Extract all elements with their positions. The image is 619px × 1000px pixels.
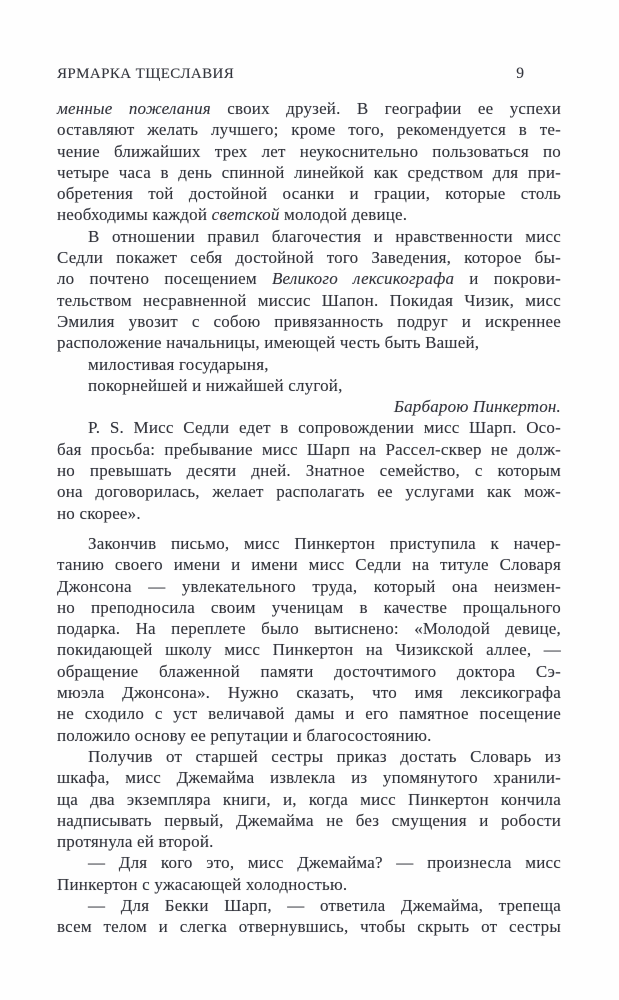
- body-text: покидающей школу мисс Пинкертон на Чизикской аллее, —: [57, 640, 561, 660]
- text-line: [57, 852, 561, 873]
- body-text: шкафа, мисс Джемайма извлекла из упомянутого хранили-: [57, 768, 561, 788]
- text-line: [57, 503, 561, 524]
- body-text: мюэла Джонсона». Нужно сказать, что имя лексикографа: [57, 683, 561, 703]
- body-text: — Для Бекки Шарп, — ответила Джемайма, трепеща: [88, 895, 561, 915]
- italic-text: Великого лексикографа: [271, 269, 455, 289]
- text-line: [57, 141, 561, 162]
- text-line: [57, 831, 561, 852]
- text-line: [57, 290, 561, 311]
- body-text: она договорилась, желает располагать ее услугами как мож-: [57, 482, 561, 502]
- dialogue-line: [57, 895, 561, 938]
- text-line: [57, 789, 561, 810]
- letter-closing: [57, 354, 561, 397]
- text-line: [57, 98, 561, 119]
- text-line: [57, 725, 561, 746]
- text-line: [57, 460, 561, 481]
- body-text: покорнейшей и нижайшей слугой,: [88, 375, 343, 395]
- body-text: всем телом и слегка отвернувшись, чтобы скрыть от сестры: [57, 917, 561, 937]
- body-text: но преподносила своим ученицам в качестве прощального: [57, 597, 561, 617]
- text-line: [57, 639, 561, 660]
- text-line: [57, 311, 561, 332]
- body-text: необходимы каждой: [57, 205, 212, 225]
- body-text: молодой девице.: [279, 205, 408, 225]
- page-number: 9: [516, 65, 524, 82]
- text-line: [57, 874, 561, 895]
- letter-signature: [57, 396, 561, 417]
- body-text: Закончив письмо, мисс Пинкертон приступила к начер-: [88, 533, 561, 553]
- body-text: своих друзей. В географии ее успехи: [210, 99, 561, 118]
- body-text: не сходило с уст величавой дамы и его памятное посещение: [57, 704, 561, 724]
- text-line: [57, 703, 561, 724]
- body-text: Пинкертон с ужасающей холодностью.: [57, 874, 348, 894]
- text-line: [57, 576, 561, 597]
- body-text: бая просьба: пребывание мисс Шарп на Рассел-сквер не долж-: [57, 439, 561, 459]
- paragraph: [57, 746, 561, 852]
- dialogue-line: [57, 852, 561, 895]
- body-text: четыре часа в день спинной линейкой как средством для при-: [57, 162, 561, 182]
- text-line: [57, 183, 561, 204]
- italic-text: менные пожелания: [57, 99, 211, 118]
- body-text: Эмилия увозит с собою привязанность подруг и искреннее: [57, 311, 561, 331]
- text-line: [57, 119, 561, 140]
- text-line: [57, 661, 561, 682]
- body-text: милостивая государыня,: [88, 354, 269, 374]
- postscript: [57, 417, 561, 523]
- text-line: [57, 396, 561, 417]
- text-line: [57, 533, 561, 554]
- body-text: обращение блаженной памяти досточтимого доктора Сэ-: [57, 661, 561, 681]
- text-line: [57, 618, 561, 639]
- body-text: надписывать первый, Джемайма не без смущения и робости: [57, 810, 561, 830]
- body-text: и покрови-: [454, 269, 561, 289]
- body-text: обретения той достойной осанки и грации, которые столь: [57, 184, 561, 204]
- body-text: тельством несравненной миссис Шапон. Покидая Чизик, мисс: [57, 290, 561, 310]
- body-text: ща два экземпляра книги, и, когда мисс Пинкертон кончила: [57, 789, 561, 809]
- text-line: [57, 767, 561, 788]
- body-text: подарка. На переплете было вытиснено: «Молодой девице,: [57, 619, 561, 639]
- body-text: положило основу ее репутации и благосостоянию.: [57, 725, 432, 745]
- body-text: Джонсона — увлекательного труда, который она неизмен-: [57, 576, 561, 596]
- body-text: P. S. Мисс Седли едет в сопровождении мисс Шарп. Осо-: [88, 418, 561, 438]
- text-line: [57, 354, 561, 375]
- body-text: — Для кого это, мисс Джемайма? — произнесла мисс: [88, 853, 561, 873]
- running-header: [57, 66, 561, 82]
- text-line: [57, 375, 561, 396]
- body-text: Получив от старшей сестры приказ достать Словарь из: [88, 746, 561, 766]
- text-line: [57, 682, 561, 703]
- text-line: [57, 417, 561, 438]
- text-line: [57, 226, 561, 247]
- italic-text: светской: [211, 205, 280, 225]
- body-text: оставляют желать лучшего; кроме того, рекомендуется в те-: [57, 120, 561, 140]
- text-content: [57, 98, 561, 938]
- italic-text: Барбарою Пинкертон.: [393, 397, 561, 417]
- text-line: [57, 162, 561, 183]
- text-line: [57, 204, 561, 225]
- body-text: расположение начальницы, имеющей честь быть Вашей,: [57, 333, 480, 353]
- body-text: В отношении правил благочестия и нравственности мисс: [88, 226, 561, 246]
- paragraph: [57, 226, 561, 354]
- paragraph-continuation: [57, 98, 561, 226]
- body-text: танию своего имени и имени мисс Седли на титуле Словаря: [57, 555, 561, 575]
- body-text: чение ближайших трех лет неукоснительно пользоваться по: [57, 141, 561, 161]
- text-line: [57, 895, 561, 916]
- body-text: ло почтено посещением: [57, 269, 272, 289]
- text-line: [57, 810, 561, 831]
- text-line: [57, 746, 561, 767]
- text-line: [57, 332, 561, 353]
- text-line: [57, 481, 561, 502]
- text-line: [57, 554, 561, 575]
- paragraph: [57, 533, 561, 746]
- text-line: [57, 916, 561, 937]
- text-line: [57, 439, 561, 460]
- text-line: [57, 597, 561, 618]
- text-line: [57, 268, 561, 289]
- running-title: ЯРМАРКА ТЩЕСЛАВИЯ: [57, 66, 235, 82]
- body-text: Седли покажет себя достойной того Заведения, которое бы-: [57, 248, 561, 268]
- body-text: но превышать десяти дней. Знатное семейство, с которым: [57, 461, 561, 481]
- body-text: но скорее».: [57, 503, 141, 523]
- body-text: протянула ей второй.: [57, 832, 214, 852]
- text-line: [57, 247, 561, 268]
